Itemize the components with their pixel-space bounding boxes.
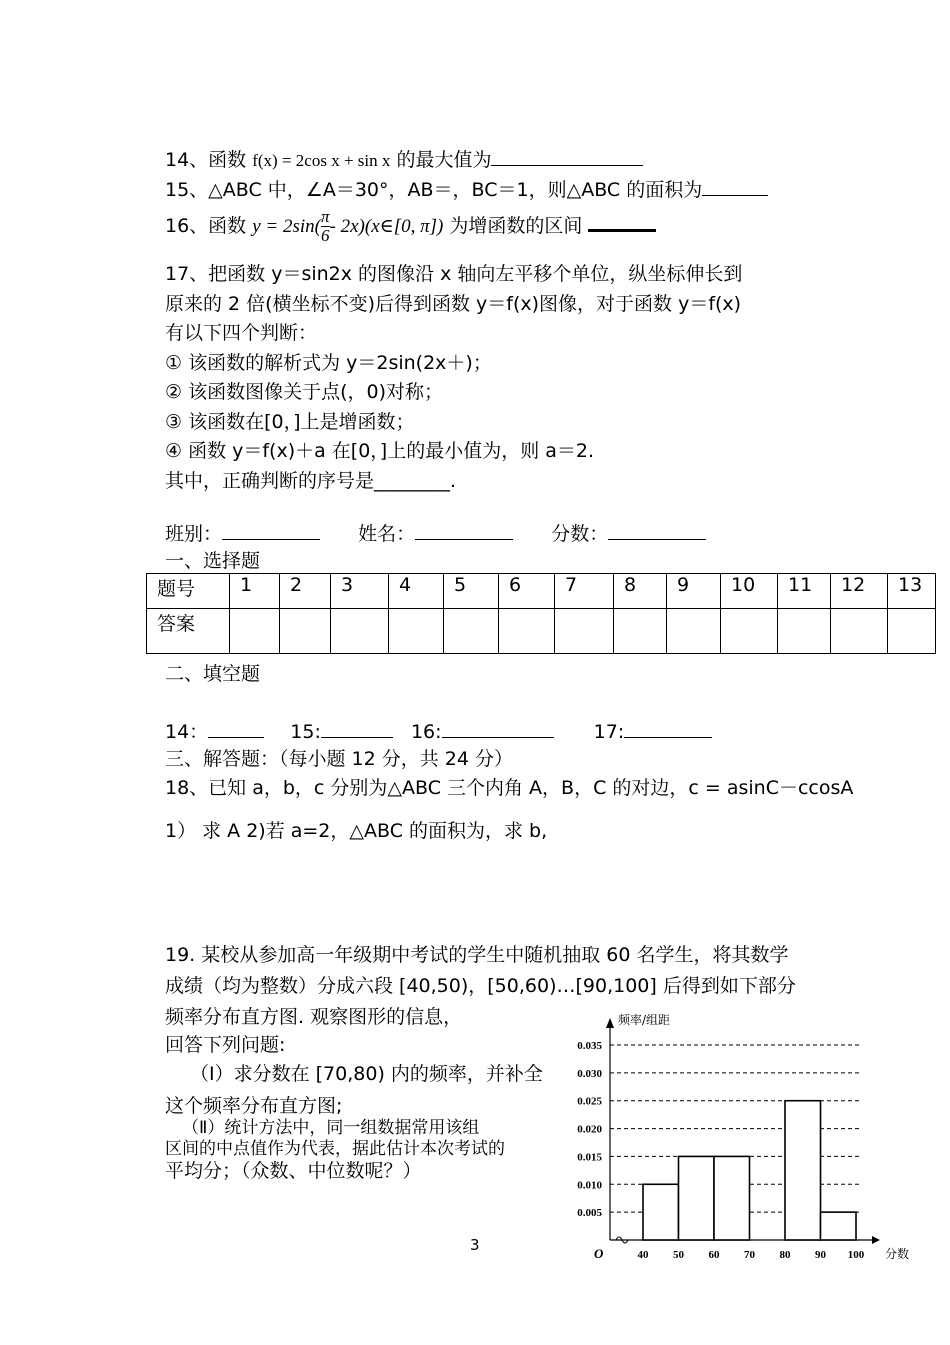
answer-cell[interactable] bbox=[555, 609, 614, 654]
fill-15-blank[interactable] bbox=[321, 721, 393, 738]
q17-line: 有以下四个判断： bbox=[165, 322, 318, 344]
q16-fraction-num: π bbox=[321, 207, 330, 226]
q16-fraction-den: 6 bbox=[321, 226, 330, 245]
x-axis-label: 分数 bbox=[885, 1247, 910, 1261]
q19-line7: （Ⅱ）统计方法中，同一组数据常用该组 bbox=[182, 1118, 480, 1138]
q19-line8: 区间的中点值作为代表，据此估计本次考试的 bbox=[165, 1139, 505, 1159]
table-cell-number: 7 bbox=[555, 574, 614, 609]
q19-line5: （Ⅰ）求分数在 [70,80) 内的频率，并补全 bbox=[190, 1063, 543, 1085]
y-tick-label: 0.035 bbox=[577, 1040, 602, 1052]
q16-formula-b: - 2x)(x∈[0, π]) bbox=[329, 216, 444, 237]
q14-formula: f(x) = 2cos x + sin x bbox=[252, 151, 391, 170]
y-axis-arrow bbox=[606, 1018, 614, 1028]
origin-label: O bbox=[594, 1246, 604, 1261]
q17-line: 17、把函数 y＝sin2x 的图像沿 x 轴向左平移个单位，纵坐标伸长到 bbox=[165, 263, 743, 285]
table-head-answer: 答案 bbox=[147, 609, 230, 654]
q17-line: 原来的 2 倍(横坐标不变)后得到函数 y＝f(x)图像，对于函数 y＝f(x) bbox=[165, 292, 742, 315]
y-tick-label: 0.020 bbox=[577, 1123, 602, 1136]
q17-option-3: ③ 该函数在[0，]上是增函数； bbox=[165, 410, 415, 433]
answer-cell[interactable] bbox=[667, 609, 721, 654]
table-cell-number: 13 bbox=[888, 574, 936, 609]
answer-cell[interactable] bbox=[331, 609, 389, 654]
answer-table-row-answers bbox=[147, 609, 936, 654]
q18-line1: 18、已知 a，b，c 分别为△ABC 三个内角 A，B，C 的对边，c = asinC－ccosA bbox=[165, 777, 854, 799]
q17-option-4: ④ 函数 y＝f(x)＋a 在[0，]上的最小值为，则 a＝2. bbox=[165, 440, 595, 462]
fill-14-blank[interactable] bbox=[208, 721, 264, 738]
answer-cell[interactable] bbox=[389, 609, 444, 654]
histogram-bar bbox=[821, 1212, 857, 1240]
q17-option-1: ① 该函数的解析式为 y＝2sin(2x＋)； bbox=[165, 351, 492, 374]
question-16 bbox=[165, 208, 656, 245]
table-cell-number: 5 bbox=[444, 574, 499, 609]
table-cell-number: 1 bbox=[230, 574, 280, 609]
page-number: 3 bbox=[470, 1236, 480, 1254]
table-cell-number: 10 bbox=[721, 574, 778, 609]
answer-cell[interactable] bbox=[614, 609, 667, 654]
table-cell-number: 11 bbox=[778, 574, 831, 609]
q18-line2: 1） 求 A 2)若 a=2，△ABC 的面积为，求 b, bbox=[165, 820, 548, 842]
x-tick-label: 60 bbox=[708, 1249, 720, 1261]
y-tick-label: 0.025 bbox=[577, 1095, 602, 1108]
answer-cell[interactable] bbox=[444, 609, 499, 654]
histogram-bar bbox=[643, 1184, 679, 1240]
table-cell-number: 2 bbox=[280, 574, 331, 609]
question-17 bbox=[165, 260, 742, 496]
answer-cell[interactable] bbox=[280, 609, 331, 654]
answer-cell[interactable] bbox=[230, 609, 280, 654]
table-cell-number: 4 bbox=[389, 574, 444, 609]
q17-option-2: ② 该函数图像关于点(，0)对称； bbox=[165, 381, 443, 403]
q16-suffix: 为增函数的区间 bbox=[449, 215, 583, 237]
answer-table-row-numbers bbox=[147, 574, 936, 609]
header-fields bbox=[165, 519, 706, 546]
fill-15-label: 15: bbox=[290, 721, 321, 743]
class-blank bbox=[222, 523, 320, 540]
name-blank bbox=[415, 523, 513, 540]
q19-line9: 平均分；（众数、中位数呢？） bbox=[165, 1160, 422, 1182]
q17-last: 其中，正确判断的序号是________. bbox=[165, 469, 457, 492]
histogram-bar bbox=[785, 1101, 821, 1240]
fill-answer-line bbox=[165, 717, 712, 744]
fill-16-blank[interactable] bbox=[442, 721, 554, 738]
answer-cell[interactable] bbox=[888, 609, 936, 654]
class-label: 班别： bbox=[165, 523, 223, 545]
answer-cell[interactable] bbox=[831, 609, 888, 654]
table-head-number: 题号 bbox=[147, 574, 230, 609]
y-axis-label: 频率/组距 bbox=[618, 1013, 671, 1027]
q14-suffix: 的最大值为 bbox=[396, 149, 492, 171]
q16-formula-a: y = 2sin( bbox=[252, 216, 321, 237]
answer-cell[interactable] bbox=[778, 609, 831, 654]
fill-17-blank[interactable] bbox=[624, 721, 712, 738]
x-tick-label: 90 bbox=[815, 1249, 826, 1261]
table-cell-number: 3 bbox=[331, 574, 389, 609]
table-cell-number: 8 bbox=[614, 574, 667, 609]
name-label: 姓名： bbox=[358, 523, 416, 545]
section-fill: 二、填空题 bbox=[165, 663, 261, 685]
y-tick-label: 0.010 bbox=[577, 1179, 602, 1192]
fill-16-label: 16: bbox=[410, 721, 442, 743]
answer-table bbox=[146, 573, 936, 654]
x-tick-label: 100 bbox=[847, 1249, 865, 1261]
histogram-bar bbox=[679, 1156, 715, 1240]
x-tick-label: 50 bbox=[673, 1249, 684, 1261]
answer-cell[interactable] bbox=[721, 609, 778, 654]
q15-blank bbox=[702, 179, 768, 196]
table-cell-number: 6 bbox=[499, 574, 555, 609]
q19-line2: 成绩（均为整数）分成六段 [40,50)，[50,60)…[90,100] 后得到如下部分 bbox=[165, 975, 796, 997]
section-choice: 一、选择题 bbox=[165, 550, 261, 572]
score-blank bbox=[608, 523, 706, 540]
q14-blank bbox=[491, 149, 643, 166]
q19-line6: 这个频率分布直方图; bbox=[165, 1095, 343, 1117]
y-tick-label: 0.005 bbox=[577, 1207, 602, 1220]
table-cell-number: 12 bbox=[831, 574, 888, 609]
fill-17-label: 17: bbox=[593, 721, 625, 743]
q19-line3: 频率分布直方图. 观察图形的信息， bbox=[165, 1006, 463, 1028]
q16-prefix: 16、函数 bbox=[165, 215, 247, 237]
x-axis-arrow bbox=[872, 1236, 880, 1244]
section-solve: 三、解答题：（每小题 12 分，共 24 分） bbox=[165, 748, 514, 770]
q15-text: 15、△ABC 中，∠A＝30°，AB＝，BC＝1，则△ABC 的面积为 bbox=[165, 179, 703, 201]
answer-cell[interactable] bbox=[499, 609, 555, 654]
table-cell-number: 9 bbox=[667, 574, 721, 609]
score-label: 分数： bbox=[551, 523, 609, 545]
y-tick-label: 0.015 bbox=[577, 1151, 602, 1164]
histogram-chart bbox=[560, 1010, 920, 1270]
q16-fraction bbox=[321, 208, 330, 245]
histogram-bar bbox=[714, 1156, 750, 1240]
q16-blank bbox=[588, 213, 656, 232]
q19-line4: 回答下列问题: bbox=[165, 1034, 286, 1056]
y-tick-label: 0.030 bbox=[577, 1067, 602, 1080]
x-tick-label: 70 bbox=[744, 1249, 755, 1261]
question-15 bbox=[165, 175, 768, 202]
x-tick-label: 80 bbox=[779, 1249, 791, 1261]
q19-line1: 19. 某校从参加高一年级期中考试的学生中随机抽取 60 名学生，将其数学 bbox=[165, 944, 789, 966]
q14-prefix: 14、函数 bbox=[165, 149, 247, 171]
question-14 bbox=[165, 145, 643, 172]
x-tick-label: 40 bbox=[637, 1249, 649, 1261]
fill-14-label: 14： bbox=[165, 721, 209, 743]
